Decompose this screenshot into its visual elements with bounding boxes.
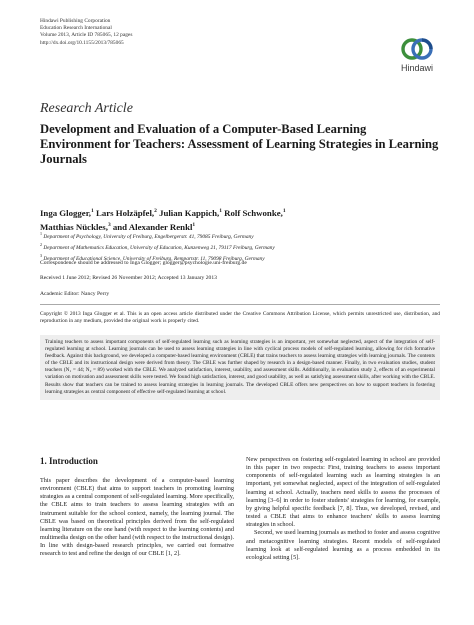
- paragraph: New perspectives on fostering self-regulated learning in school are provided in this paper in two respects: First, training teachers to assess important components of self-regulated learning such as learning strategies is an important, yet somewhat neglected, aspect of the integration of self-regulated learning at school. Actually, teachers need skills to assess the processes of learning [3–6] in order to foster students' strategies for learning, for example, by giving helpful specific feedback [7, 8]. Thus, we developed, revised, and tested a CBLE that aims to enhance teachers' skills to assess learning strategies in school.: [246, 456, 440, 529]
- paragraph: Second, we used learning journals as method to foster and assess cognitive and metacognitive learning strategies. Recent models of self-regulated learning look at self-regulated learning as a process embedded in its ecological setting [5].: [246, 529, 440, 561]
- author: Julian Kappich,$^1$: [159, 207, 222, 218]
- author: Inga Glogger,$^1$: [40, 207, 94, 218]
- correspondence: Correspondence should be addressed to Inga Glogger; glogger@psychologie.uni-freiburg.de: [40, 260, 247, 266]
- hindawi-rings-icon: [400, 36, 434, 62]
- hindawi-logo-text: Hindawi: [400, 63, 433, 73]
- paragraph: This paper describes the development of a computer-based learning environment (CBLE) that aims to support teachers in promoting learning strategies as a central component of self-regulated learning. More specifically, the CBLE aims to train teachers to assess learning strategies with an instrument suitable for the school context, namely, the learning journal. The CBLE was based on theoretical principles derived from the self-regulated learning literature on the one hand (with respect to the learning contents) and multimedia design on the other hand (with respect to the instructional design). In line with design-based research principles, we carried out formative research to test and refine the design of our CBLE [1, 2].: [40, 477, 234, 558]
- academic-editor: Academic Editor: Nancy Perry: [40, 291, 110, 297]
- body-column-left: [40, 477, 234, 559]
- affiliation-list: [40, 230, 440, 262]
- masthead-publisher: Hindawi Publishing Corporation: [40, 18, 111, 24]
- masthead-journal: Education Research International: [40, 25, 112, 32]
- journal-masthead: [40, 18, 132, 47]
- article-dates: Received 1 June 2012; Revised 26 November 2012; Accepted 13 January 2013: [40, 275, 217, 281]
- author: Matthias Nückles,$^3$: [40, 222, 111, 233]
- copyright-notice: Copyright © 2013 Inga Glogger et al. This is an open access article distributed under the Creative Commons Attribution License, which permits unrestricted use, distribution, and reproduction in any medium, provided the original work is properly cited.: [40, 311, 440, 325]
- affiliation: $^1$ Department of Psychology, University of Freiburg, Engelbergerstr. 41, 79085 Freiburg, Germany: [40, 231, 254, 240]
- hindawi-logo: [392, 36, 442, 73]
- author: and Alexander Renkl$^1$: [112, 222, 196, 233]
- divider: [40, 304, 440, 305]
- article-type: Research Article: [40, 101, 133, 116]
- affiliation: $^3$ Department of Educational Science, University of Freiburg, Rempartstr. 11, 79098 Freiburg, Germany: [40, 252, 265, 262]
- abstract-box: Training teachers to assess important components of self-regulated learning such as learning strategies is an important, yet somewhat neglected, aspect of the integration of self-regulated learning at school. Learning journals can be used to assess learning strategies in line with cyclical process models of self-regulated learning, allowing for rich formative feedback. Against this background, we developed a computer-based learning environment (CBLE) that trains teachers to assess learning strategies with learning journals. The contents of the CBLE and its instructional design were derived from theory. The CBLE was further shaped by research in a design-based manner. Finally, in two evaluation studies, student teachers (N₁ = 44; N₂ = 89) worked with the CBLE. We analyzed satisfaction, interest, usability, and assessment skills. Additionally, in evaluation study 2, effects of an experimental variation on motivation and assessment skills were tested. We found high satisfaction, interest, and good usability, as well as satisfying assessment skills, after working with the CBLE. Results show that teachers can be trained to assess learning strategies in learning journals. The developed CBLE offers new perspectives on how to support teachers in fostering learning strategies as central component of effective self-regulated learning at school.: [40, 335, 440, 400]
- body-column-right: [246, 456, 440, 562]
- author: Rolf Schwonke,$^1$: [224, 207, 286, 218]
- affiliation: $^2$ Department of Mathematics Education, University of Education, Kunzenweg 21, 79117 Freiburg, Germany: [40, 241, 275, 251]
- masthead-doi-link[interactable]: http://dx.doi.org/10.1155/2013/785065: [40, 39, 124, 46]
- masthead-volume: Volume 2013, Article ID 785065, 12 pages: [40, 32, 133, 39]
- article-title: Development and Evaluation of a Computer-Based Learning Environment for Teachers: Assessment of Learning Strategies in Learning Journals: [40, 122, 439, 166]
- section-heading: 1. Introduction: [40, 456, 98, 466]
- author: Lars Holzäpfel,$^2$: [95, 207, 157, 218]
